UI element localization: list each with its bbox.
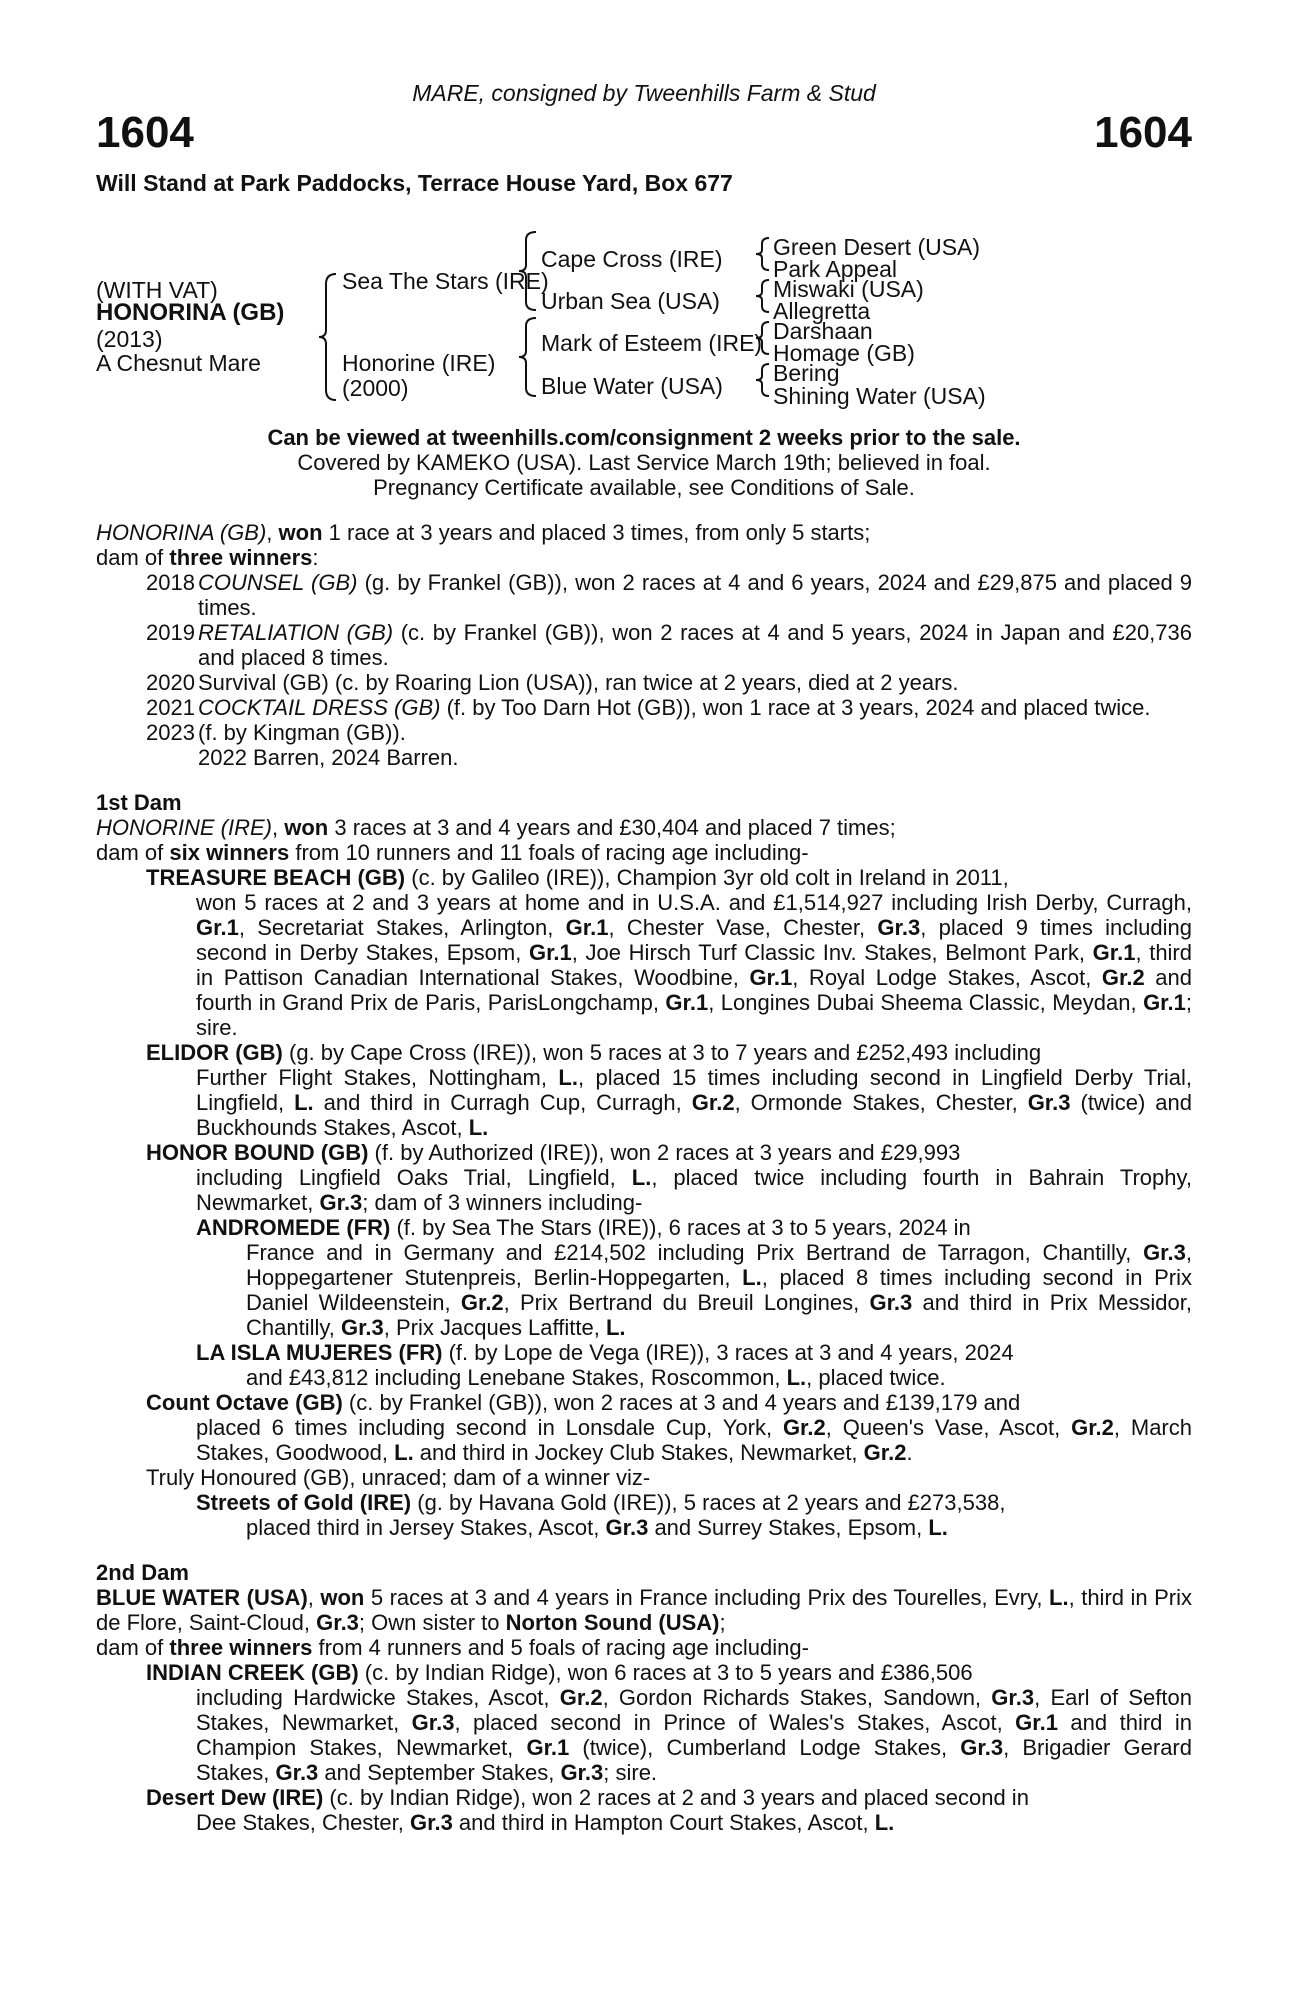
pedigree-brace-7 bbox=[752, 362, 772, 398]
pedigree-brace-6 bbox=[752, 320, 772, 356]
list-item: Truly Honoured (GB), unraced; dam of a winner viz- bbox=[146, 1465, 651, 1490]
second-dam-summary: BLUE WATER (USA), won 5 races at 3 and 4 years in France including Prix des Tourelles, Evry, L., third in Prix de Flore, Saint-Cloud, Gr.3; Own sister to Norton Sound (USA); bbox=[96, 1585, 1192, 1635]
produce-2021: 2021 COCKTAIL DRESS (GB) (f. by Too Darn Hot (GB)), won 1 race at 3 years, 2024 and placed twice. bbox=[146, 695, 1151, 720]
g-dam-sire-dam: Homage (GB) bbox=[773, 340, 915, 366]
horse-name: HONORINA (GB) bbox=[96, 299, 285, 326]
first-dam-summary: HONORINE (IRE), won 3 races at 3 and 4 years and £30,404 and placed 7 times; bbox=[96, 815, 896, 840]
list-item: LA ISLA MUJERES (FR) (f. by Lope de Vega (IRE)), 3 races at 3 and 4 years, 2024 bbox=[196, 1340, 1014, 1365]
g-dam-dam-sire: Bering bbox=[773, 360, 840, 386]
list-item: and £43,812 including Lenebane Stakes, Roscommon, L., placed twice. bbox=[246, 1365, 946, 1390]
g-sire-dam-sire: Miswaki (USA) bbox=[773, 276, 924, 302]
g-sire-sire-sire: Green Desert (USA) bbox=[773, 234, 981, 260]
produce-2020: 2020 Survival (GB) (c. by Roaring Lion (USA)), ran twice at 2 years, died at 2 years. bbox=[146, 670, 959, 695]
vat-label: (WITH VAT) bbox=[96, 277, 218, 303]
produce-2018: 2018 COUNSEL (GB) (g. by Frankel (GB)), won 2 races at 4 and 6 years, 2024 and £29,875 and placed 9 times. bbox=[146, 570, 1193, 620]
produce-2019: 2019 RETALIATION (GB) (c. by Frankel (GB)), won 2 races at 4 and 5 years, 2024 in Japan and £20,736 and placed 8 times. bbox=[146, 620, 1193, 670]
stand-location: Will Stand at Park Paddocks, Terrace House Yard, Box 677 bbox=[96, 170, 733, 196]
pedigree-brace-5 bbox=[752, 278, 772, 314]
horse-year: (2013) bbox=[96, 326, 163, 352]
second-dam-dam-of: dam of three winners from 4 runners and 5 foals of racing age including- bbox=[96, 1635, 809, 1660]
lot-number-left: 1604 bbox=[96, 108, 194, 157]
covered-note: Covered by KAMEKO (USA). Last Service March 19th; believed in foal. bbox=[297, 450, 991, 475]
list-item: Count Octave (GB) (c. by Frankel (GB)), won 2 races at 3 and 4 years and £139,179 and bbox=[146, 1390, 1021, 1415]
mare-summary: HONORINA (GB), won 1 race at 3 years and placed 3 times, from only 5 starts; bbox=[96, 520, 871, 545]
dam-sire: Mark of Esteem (IRE) bbox=[541, 330, 763, 356]
mare-dam-of: dam of three winners: bbox=[96, 545, 319, 570]
dam-year: (2000) bbox=[342, 375, 409, 401]
dam-name: Honorine (IRE) bbox=[342, 350, 496, 376]
pedigree-brace-4 bbox=[752, 236, 772, 272]
list-item: Dee Stakes, Chester, Gr.3 and third in Hampton Court Stakes, Ascot, L. bbox=[196, 1810, 895, 1835]
list-item: INDIAN CREEK (GB) (c. by Indian Ridge), won 6 races at 3 to 5 years and £386,506 bbox=[146, 1660, 973, 1685]
list-item: Streets of Gold (IRE) (g. by Havana Gold (IRE)), 5 races at 2 years and £273,538, bbox=[196, 1490, 1006, 1515]
dam-dam: Blue Water (USA) bbox=[541, 373, 723, 399]
list-item: TREASURE BEACH (GB) (c. by Galileo (IRE)), Champion 3yr old colt in Ireland in 2011, bbox=[146, 865, 1009, 890]
sire-dam: Urban Sea (USA) bbox=[541, 288, 720, 314]
first-dam-heading: 1st Dam bbox=[96, 790, 182, 815]
pedigree-table bbox=[96, 200, 1192, 420]
produce-2023: 2023 (f. by Kingman (GB)). 2022 Barren, 2024 Barren. bbox=[146, 720, 459, 770]
g-dam-dam-dam: Shining Water (USA) bbox=[773, 383, 986, 409]
list-item: Desert Dew (IRE) (c. by Indian Ridge), won 2 races at 2 and 3 years and placed second in bbox=[146, 1785, 1029, 1810]
pregnancy-note: Pregnancy Certificate available, see Conditions of Sale. bbox=[373, 475, 915, 500]
viewing-note: Can be viewed at tweenhills.com/consignment 2 weeks prior to the sale. bbox=[267, 425, 1021, 450]
first-dam-dam-of: dam of six winners from 10 runners and 11 foals of racing age including- bbox=[96, 840, 809, 865]
list-item: ANDROMEDE (FR) (f. by Sea The Stars (IRE)), 6 races at 3 to 5 years, 2024 in bbox=[196, 1215, 971, 1240]
horse-description: A Chesnut Mare bbox=[96, 350, 261, 376]
list-item: ELIDOR (GB) (g. by Cape Cross (IRE)), won 5 races at 3 to 7 years and £252,493 including bbox=[146, 1040, 1042, 1065]
consignor-line: MARE, consigned by Tweenhills Farm & Stud bbox=[412, 80, 876, 106]
g-sire-dam-dam: Allegretta bbox=[773, 298, 871, 324]
sire-name: Sea The Stars (IRE) bbox=[342, 268, 549, 294]
pedigree-brace-1 bbox=[316, 272, 340, 402]
lot-number-right: 1604 bbox=[1094, 108, 1192, 157]
list-item: France and in Germany and £214,502 including Prix Bertrand de Tarragon, Chantilly, Gr.3, Hoppegartener Stutenpreis, Berlin-Hoppegarten, L., placed 8 times including second in Prix Daniel Wildeenstein, Gr.2, Prix Bertrand du Breuil Longines, Gr.3 and third in Prix Messidor, Chantilly, Gr.3, Prix Jacques Laffitte, L. bbox=[246, 1240, 1192, 1340]
g-sire-sire-dam: Park Appeal bbox=[773, 256, 898, 282]
list-item: including Hardwicke Stakes, Ascot, Gr.2, Gordon Richards Stakes, Sandown, Gr.3, Earl of Sefton Stakes, Newmarket, Gr.3, placed second in Prince of Wales's Stakes, Ascot, Gr.1 and third in Champion Stakes, Newmarket, Gr.1 (twice), Cumberland Lodge Stakes, Gr.3, Brigadier Gerard Stakes, Gr.3 and September Stakes, Gr.3; sire. bbox=[196, 1685, 1192, 1785]
list-item: placed third in Jersey Stakes, Ascot, Gr.3 and Surrey Stakes, Epsom, L. bbox=[246, 1515, 948, 1540]
list-item: including Lingfield Oaks Trial, Lingfield, L., placed twice including fourth in Bahrain Trophy, Newmarket, Gr.3; dam of 3 winners including- bbox=[196, 1165, 1192, 1215]
pedigree-brace-3 bbox=[516, 316, 540, 398]
list-item: won 5 races at 2 and 3 years at home and in U.S.A. and £1,514,927 including Irish Derby, Curragh, Gr.1, Secretariat Stakes, Arlington, Gr.1, Chester Vase, Chester, Gr.3, placed 9 times including second in Derby Stakes, Epsom, Gr.1, Joe Hirsch Turf Classic Inv. Stakes, Belmont Park, Gr.1, third in Pattison Canadian International Stakes, Woodbine, Gr.1, Royal Lodge Stakes, Ascot, Gr.2 and fourth in Grand Prix de Paris, ParisLongchamp, Gr.1, Longines Dubai Sheema Classic, Meydan, Gr.1; sire. bbox=[196, 890, 1193, 1040]
produce-record bbox=[96, 520, 1192, 1835]
list-item: placed 6 times including second in Lonsdale Cup, York, Gr.2, Queen's Vase, Ascot, Gr.2, March Stakes, Goodwood, L. and third in Jockey Club Stakes, Newmarket, Gr.2. bbox=[196, 1415, 1192, 1465]
g-dam-sire-sire: Darshaan bbox=[773, 318, 873, 344]
list-item: Further Flight Stakes, Nottingham, L., placed 15 times including second in Lingfield Derby Trial, Lingfield, L. and third in Curragh Cup, Curragh, Gr.2, Ormonde Stakes, Chester, Gr.3 (twice) and Buckhounds Stakes, Ascot, L. bbox=[196, 1065, 1193, 1140]
pedigree-brace-2 bbox=[516, 230, 540, 312]
sire-sire: Cape Cross (IRE) bbox=[541, 246, 723, 272]
second-dam-heading: 2nd Dam bbox=[96, 1560, 189, 1585]
list-item: HONOR BOUND (GB) (f. by Authorized (IRE)), won 2 races at 3 years and £29,993 bbox=[146, 1140, 961, 1165]
